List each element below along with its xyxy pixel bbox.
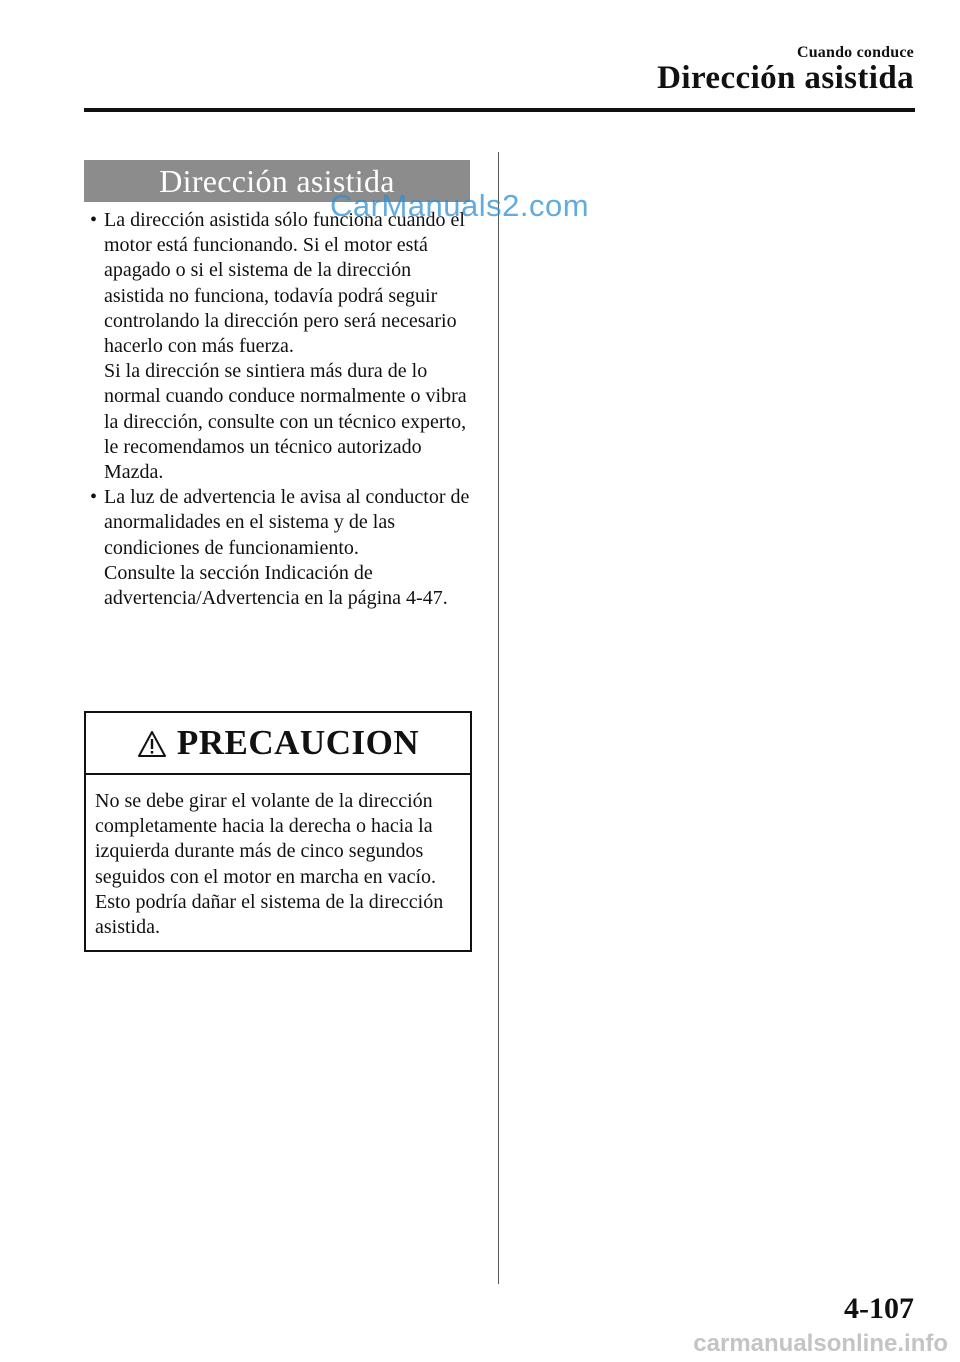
chapter-label: Cuando conduce xyxy=(796,44,914,61)
list-item xyxy=(84,208,476,485)
bullet-symbol: • xyxy=(90,486,98,509)
header-rule xyxy=(84,108,915,112)
bullet-symbol: • xyxy=(90,209,98,231)
caution-title: PRECAUCION xyxy=(176,723,420,762)
watermark-top: CarManuals2.com xyxy=(330,188,590,223)
bullet-paragraph: La dirección asistida sólo funciona cuando el motor está funcionando. Si el motor está apagado o si el sistema de la dirección asistida no funciona, todavía podrá seguir controlando la dirección pero será necesario hacerlo con más fuerza. xyxy=(104,209,465,358)
bullet-paragraph: Si la dirección se sintiera más dura de lo normal cuando conduce normalmente o vibra la dirección, consulte con un técnico experto, le recomendamos un técnico autorizado Mazda. xyxy=(104,360,467,484)
caution-box xyxy=(84,711,472,952)
watermark-bottom: carmanualsonline.info xyxy=(693,1330,948,1357)
list-item xyxy=(84,485,476,611)
caution-header xyxy=(86,713,470,775)
bullet-paragraph: La luz de advertencia le avisa al conductor de anormalidades en el sistema y de las condiciones de funcionamiento. xyxy=(104,486,470,559)
warning-triangle-icon xyxy=(137,730,167,758)
page-number: 4-107 xyxy=(844,1292,914,1325)
column-divider xyxy=(498,152,499,1284)
page-header-title: Dirección asistida xyxy=(657,60,914,96)
bullet-paragraph: Consulte la sección Indicación de advertencia/Advertencia en la página 4-47. xyxy=(104,561,448,610)
caution-text: No se debe girar el volante de la dirección completamente hacia la derecha o hacia la izquierda durante más de cinco segundos seguidos con el motor en marcha en vacío. Esto podría dañar el sistema de la dirección asistida. xyxy=(95,790,444,939)
body-list xyxy=(84,208,476,611)
section-title-bar: Dirección asistida xyxy=(84,160,470,202)
